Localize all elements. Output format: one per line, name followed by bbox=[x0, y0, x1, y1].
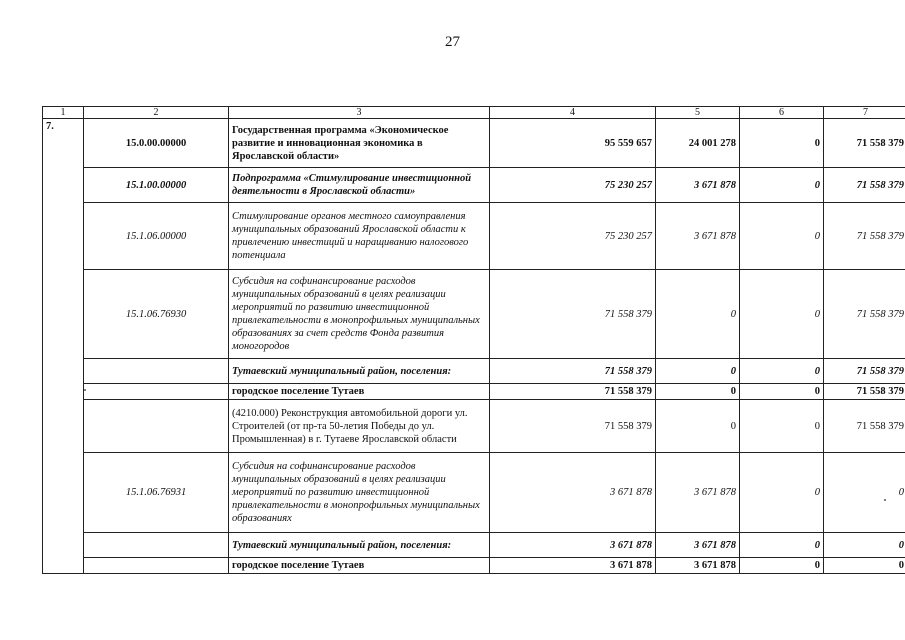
value-cell-col7: 71 558 379 bbox=[824, 400, 905, 453]
header-cell-5: 5 bbox=[656, 107, 740, 119]
header-cell-4: 4 bbox=[490, 107, 656, 119]
budget-code-cell bbox=[84, 558, 229, 574]
table-row bbox=[43, 558, 905, 574]
table-row bbox=[43, 270, 905, 359]
budget-code-cell: 15.1.06.76930 bbox=[84, 270, 229, 359]
value-cell-col5: 0 bbox=[656, 400, 740, 453]
header-cell-1: 1 bbox=[43, 107, 84, 119]
value-cell-col4: 71 558 379 bbox=[490, 270, 656, 359]
value-cell-col4: 71 558 379 bbox=[490, 384, 656, 400]
scan-speck bbox=[84, 389, 86, 391]
value-cell-col6: 0 bbox=[740, 558, 824, 574]
value-cell-col7: 71 558 379 bbox=[824, 168, 905, 203]
table-row bbox=[43, 119, 905, 168]
description-cell: (4210.000) Реконструкция автомобильной дороги ул. Строителей (от пр-та 50-летия Победы до ул. Промышленная) в г. Тутаеве Ярославской области bbox=[229, 400, 490, 453]
value-cell-col5: 3 671 878 bbox=[656, 453, 740, 533]
value-cell-col4: 3 671 878 bbox=[490, 533, 656, 558]
value-cell-col4: 3 671 878 bbox=[490, 453, 656, 533]
table-header-row bbox=[43, 107, 905, 119]
header-cell-6: 6 bbox=[740, 107, 824, 119]
table-row bbox=[43, 400, 905, 453]
budget-code-cell bbox=[84, 400, 229, 453]
budget-code-cell: 15.1.00.00000 bbox=[84, 168, 229, 203]
value-cell-col7: 0 bbox=[824, 453, 905, 533]
table-row bbox=[43, 384, 905, 400]
value-cell-col4: 71 558 379 bbox=[490, 359, 656, 384]
value-cell-col6: 0 bbox=[740, 203, 824, 270]
value-cell-col7: 71 558 379 bbox=[824, 203, 905, 270]
value-cell-col4: 3 671 878 bbox=[490, 558, 656, 574]
table-row bbox=[43, 533, 905, 558]
value-cell-col7: 0 bbox=[824, 533, 905, 558]
value-cell-col6: 0 bbox=[740, 384, 824, 400]
budget-code-cell: 15.0.00.00000 bbox=[84, 119, 229, 168]
value-cell-col4: 75 230 257 bbox=[490, 203, 656, 270]
value-cell-col7: 71 558 379 bbox=[824, 359, 905, 384]
budget-code-cell: 15.1.06.76931 bbox=[84, 453, 229, 533]
value-cell-col5: 3 671 878 bbox=[656, 203, 740, 270]
description-cell: Субсидия на софинансирование расходов муниципальных образований в целях реализации мероприятий по развитию инвестиционной привлекательности в монопрофильных муниципальных образованиях за счет средств Фонда развития моногородов bbox=[229, 270, 490, 359]
value-cell-col6: 0 bbox=[740, 119, 824, 168]
value-cell-col6: 0 bbox=[740, 168, 824, 203]
value-cell-col7: 0 bbox=[824, 558, 905, 574]
value-cell-col6: 0 bbox=[740, 533, 824, 558]
value-cell-col5: 3 671 878 bbox=[656, 558, 740, 574]
description-cell: городское поселение Тутаев bbox=[229, 384, 490, 400]
value-cell-col5: 3 671 878 bbox=[656, 533, 740, 558]
table-row bbox=[43, 168, 905, 203]
value-cell-col5: 3 671 878 bbox=[656, 168, 740, 203]
value-cell-col6: 0 bbox=[740, 400, 824, 453]
description-cell: Тутаевский муниципальный район, поселения: bbox=[229, 533, 490, 558]
value-cell-col5: 24 001 278 bbox=[656, 119, 740, 168]
header-cell-7: 7 bbox=[824, 107, 905, 119]
scan-speck bbox=[884, 499, 886, 501]
value-cell-col7: 71 558 379 bbox=[824, 384, 905, 400]
budget-code-cell: 15.1.06.00000 bbox=[84, 203, 229, 270]
value-cell-col6: 0 bbox=[740, 359, 824, 384]
value-cell-col5: 0 bbox=[656, 270, 740, 359]
description-cell: Тутаевский муниципальный район, поселения: bbox=[229, 359, 490, 384]
description-cell: Подпрограмма «Стимулирование инвестиционной деятельности в Ярославской области» bbox=[229, 168, 490, 203]
value-cell-col6: 0 bbox=[740, 270, 824, 359]
budget-code-cell bbox=[84, 359, 229, 384]
budget-table bbox=[42, 106, 905, 574]
description-cell: Государственная программа «Экономическое развитие и инновационная экономика в Ярославской области» bbox=[229, 119, 490, 168]
description-cell: Субсидия на софинансирование расходов муниципальных образований в целях реализации мероприятий по развитию инвестиционной привлекательности в монопрофильных муниципальных образованиях bbox=[229, 453, 490, 533]
header-cell-2: 2 bbox=[84, 107, 229, 119]
budget-code-cell bbox=[84, 533, 229, 558]
value-cell-col4: 71 558 379 bbox=[490, 400, 656, 453]
value-cell-col7: 71 558 379 bbox=[824, 270, 905, 359]
value-cell-col5: 0 bbox=[656, 384, 740, 400]
value-cell-col5: 0 bbox=[656, 359, 740, 384]
description-cell: городское поселение Тутаев bbox=[229, 558, 490, 574]
page-number: 27 bbox=[445, 34, 460, 50]
value-cell-col6: 0 bbox=[740, 453, 824, 533]
table-row bbox=[43, 359, 905, 384]
header-cell-3: 3 bbox=[229, 107, 490, 119]
value-cell-col7: 71 558 379 bbox=[824, 119, 905, 168]
description-cell: Стимулирование органов местного самоуправления муниципальных образований Ярославской области к привлечению инвестиций и наращиванию налогового потенциала bbox=[229, 203, 490, 270]
value-cell-col4: 75 230 257 bbox=[490, 168, 656, 203]
row-index-cell: 7. bbox=[43, 119, 84, 574]
budget-code-cell bbox=[84, 384, 229, 400]
value-cell-col4: 95 559 657 bbox=[490, 119, 656, 168]
table-row bbox=[43, 453, 905, 533]
table-row bbox=[43, 203, 905, 270]
